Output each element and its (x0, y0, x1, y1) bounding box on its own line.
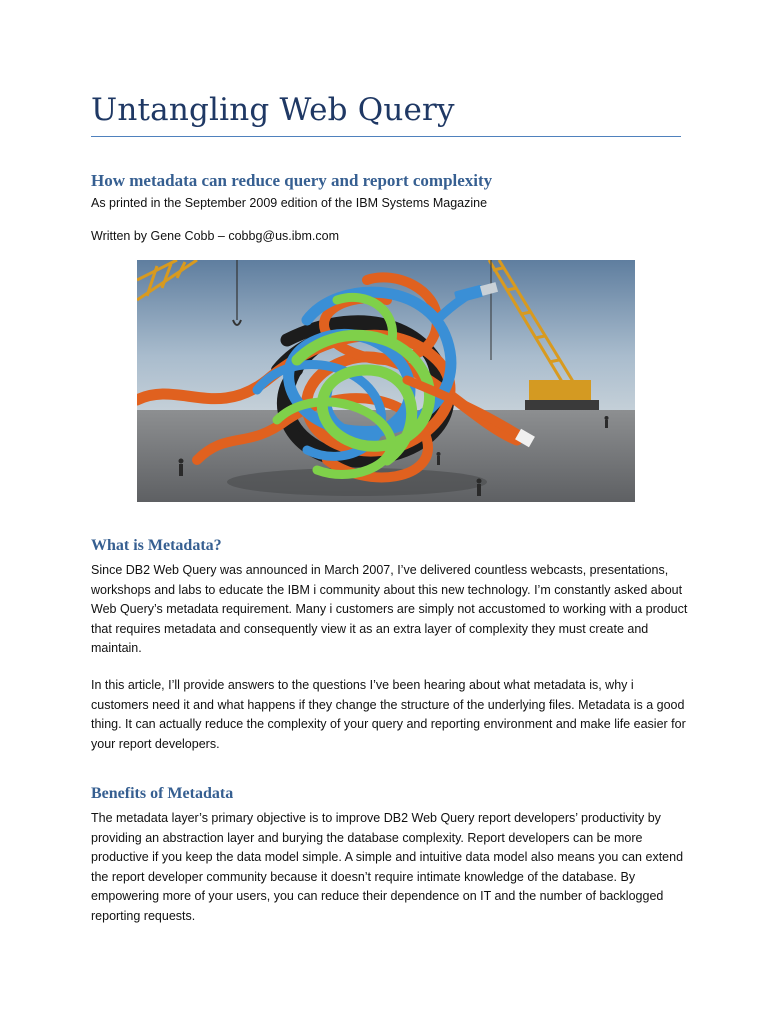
paragraph: In this article, I’ll provide answers to the questions I’ve been hearing about what metadata is, why i customers need it and what happens if they change the structure of the underlying files. Metadata is a good thing. It can actually reduce the complexity of your query and reporting environment and make life easier for your report developers. (91, 678, 686, 751)
paragraph: The metadata layer’s primary objective is to improve DB2 Web Query report developers’ productivity by providing an abstraction layer and burying the database complexity. Report developers can be more productive if you keep the data model simple. A simple and intuitive data model also means you can extend the report developer community because it doesn’t require intimate knowledge of the database. By empowering more of your users, you can reduce their dependence on IT and the number of backlogged reporting requests. (91, 811, 684, 923)
paragraph: Since DB2 Web Query was announced in March 2007, I’ve delivered countless webcasts, presentations, workshops and labs to educate the IBM i community about this new technology. I’m constantly asked about Web Query’s metadata requirement. Many i customers are simply not accustomed to working with a product that requires metadata and consequently view it as an extra layer of complexity they must create and maintain. (91, 563, 688, 656)
page-title: Untangling Web Query (91, 92, 455, 128)
hero-image (137, 260, 635, 502)
section-heading-what-is-metadata: What is Metadata? (91, 537, 222, 554)
article-subtitle: How metadata can reduce query and report complexity (91, 171, 493, 190)
publication-note: As printed in the September 2009 edition of the IBM Systems Magazine (91, 196, 488, 210)
tangled-cables-illustration (137, 260, 635, 502)
author-line: Written by Gene Cobb – cobbg@us.ibm.com (91, 229, 339, 243)
section-heading-benefits-of-metadata: Benefits of Metadata (91, 785, 234, 802)
title-underline (91, 136, 681, 137)
